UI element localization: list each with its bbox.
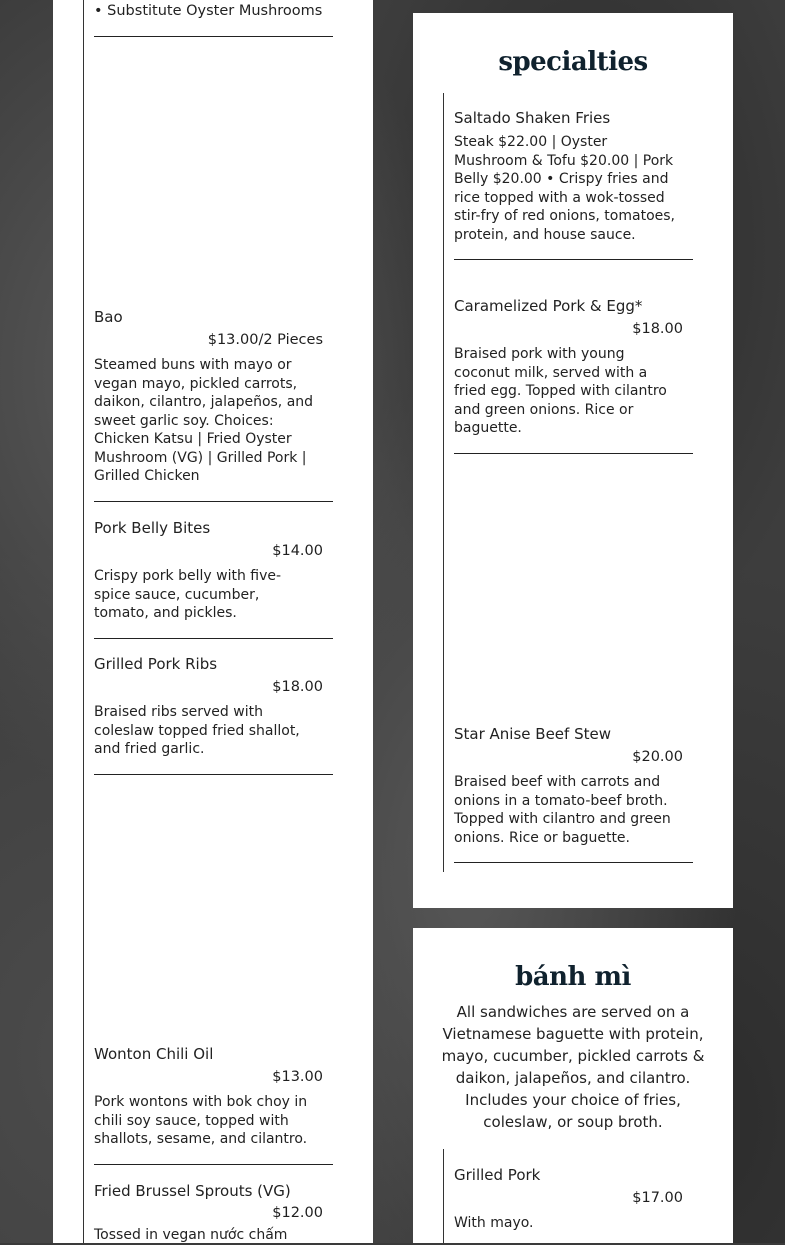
item-price: $13.00/2 Pieces [207, 332, 323, 348]
item-price: $12.00 [272, 1205, 323, 1221]
item-name: Grilled Pork [454, 1166, 541, 1184]
item-name: Star Anise Beef Stew [454, 725, 611, 743]
item-name: Caramelized Pork & Egg* [454, 297, 643, 315]
item-description: Braised beef with carrots and onions in a tomato-beef broth. Topped with cilantro and green onions. Rice or baguette. [454, 774, 671, 846]
menu-panel-appetizers [53, 0, 373, 1243]
divider [94, 638, 333, 639]
item-price: $18.00 [632, 321, 683, 337]
section-heading: specialties [498, 47, 648, 77]
menu-item-grilled-pork-ribs [94, 655, 333, 775]
item-name: Grilled Pork Ribs [94, 655, 218, 673]
item-description: With mayo. [454, 1215, 534, 1231]
item-price: $14.00 [272, 543, 323, 559]
menu-item-wonton-chili-oil [94, 1045, 333, 1165]
menu-item-star-anise-beef-stew [454, 725, 693, 863]
menu-item-grilled-pork [454, 1166, 693, 1233]
item-name: Wonton Chili Oil [94, 1045, 214, 1063]
item-price: $20.00 [632, 749, 683, 765]
item-description: Braised ribs served with coleslaw topped fried shallot, and fried garlic. [94, 704, 300, 757]
item-description: Steak $22.00 | Oyster Mushroom & Tofu $20.00 | Pork Belly $20.00 • Crispy fries and rice topped with a wok-tossed stir-fry of red onions, tomatoes, protein, and house sauce. [454, 134, 675, 243]
menu-item-pork-belly-bites [94, 519, 333, 639]
item-name: Saltado Shaken Fries [454, 109, 611, 127]
divider [94, 1164, 333, 1165]
divider [94, 36, 333, 37]
substitute-note: • Substitute Oyster Mushrooms [94, 3, 323, 19]
item-price: $18.00 [272, 679, 323, 695]
divider [94, 774, 333, 775]
column-divider-line [443, 1149, 444, 1243]
menu-item-caramelized-pork-egg [454, 297, 693, 454]
item-price: $13.00 [272, 1069, 323, 1085]
menu-item-fried-brussel-sprouts [94, 1182, 333, 1245]
item-description: Steamed buns with mayo or vegan mayo, pickled carrots, daikon, cilantro, jalapeños, and sweet garlic soy. Choices: Chicken Katsu | Fried Oyster Mushroom (VG) | Grilled Pork | Grilled Chicken [94, 357, 314, 484]
section-heading: bánh mì [515, 962, 631, 992]
section-intro: All sandwiches are served on a Vietnamese baguette with protein, mayo, cucumber, pickled carrots & daikon, jalapeños, and cilantro. Includes your choice of fries, coleslaw, or soup broth. [441, 1003, 705, 1131]
divider [454, 453, 693, 454]
column-divider-line [443, 93, 444, 872]
item-name: Pork Belly Bites [94, 519, 211, 537]
divider [454, 862, 693, 863]
column-divider-line [83, 0, 84, 1243]
menu-item-saltado-shaken-fries [454, 109, 693, 260]
divider [454, 259, 693, 260]
item-description: Braised pork with young coconut milk, served with a fried egg. Topped with cilantro and green onions. Rice or baguette. [454, 346, 667, 436]
item-price: $17.00 [632, 1190, 683, 1206]
item-name: Bao [94, 308, 123, 326]
menu-panel-banh-mi [413, 928, 733, 1243]
divider [94, 501, 333, 502]
item-description: Tossed in vegan nước chấm [94, 1227, 288, 1243]
item-name: Fried Brussel Sprouts (VG) [94, 1182, 291, 1200]
menu-panel-specialties [413, 13, 733, 908]
item-description: Pork wontons with bok choy in chili soy sauce, topped with shallots, sesame, and cilantro. [94, 1094, 308, 1147]
item-description: Crispy pork belly with five-spice sauce, cucumber, tomato, and pickles. [94, 568, 282, 621]
menu-item-bao [94, 308, 333, 502]
